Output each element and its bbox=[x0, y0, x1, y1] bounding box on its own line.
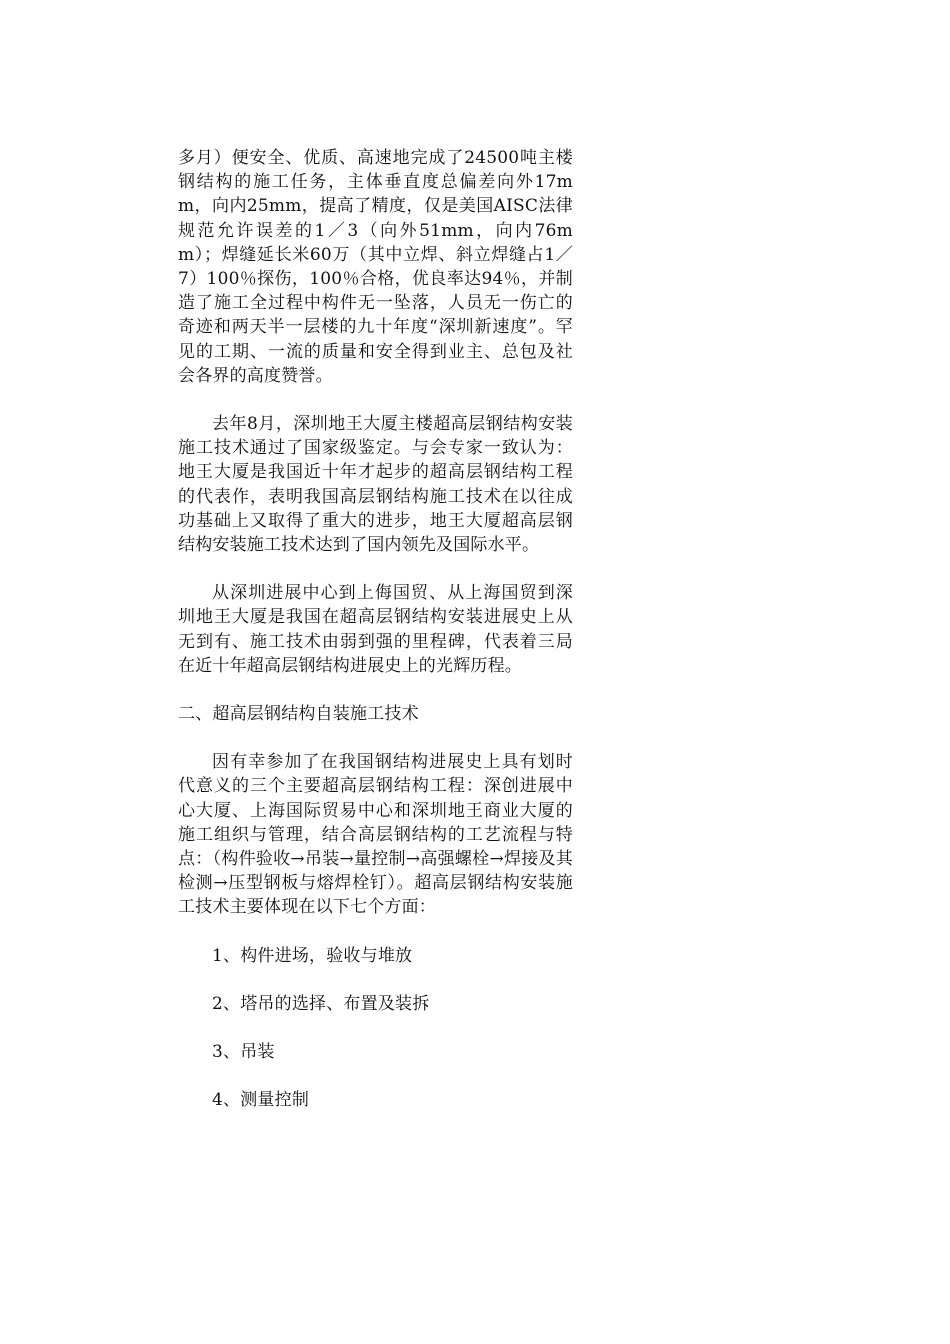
paragraph-construction-technology: 因有幸参加了在我国钢结构进展史上具有划时代意义的三个主要超高层钢结构工程：深创进展中心大厦、上海国际贸易中心和深圳地王商业大厦的施工组织与管理，结合高层钢结构的工艺流程与特点：（构件验收→吊装→量控制→高强螺栓→焊接及其检测→压型钢板与熔焊栓钉）。超高层钢结构安装施工技术主要体现在以下七个方面： bbox=[178, 752, 573, 918]
paragraph-national-appraisal: 去年8月，深圳地王大厦主楼超高层钢结构安装施工技术通过了国家级鉴定。与会专家一致认为：地王大厦是我国近十年才起步的超高层钢结构工程的代表作，表明我国高层钢结构施工技术在以往成功基础上又取得了重大的进步，地王大厦超高层钢结构安装施工技术达到了国内领先及国际水平。 bbox=[178, 414, 573, 556]
list-item: 3、吊装 bbox=[212, 1042, 275, 1063]
paragraph-steel-structure-results: 多月）便安全、优质、高速地完成了24500吨主楼钢结构的施工任务，主体垂直度总偏差向外17mm，向内25mm，提高了精度，仅是美国AISC法律规范允许误差的1／3（向外51mm，向内76mm）；焊缝延长米60万（其中立焊、斜立焊缝占1／7）100％探伤，100％合格，优良率达94％，并制造了施工全过程中构件无一坠落，人员无一伤亡的奇迹和两天半一层楼的九十年度“深圳新速度”。罕见的工期、一流的质量和安全得到业主、总包及社会各界的高度赞誉。 bbox=[178, 148, 573, 386]
list-item: 2、塔吊的选择、布置及装拆 bbox=[212, 993, 430, 1014]
list-item: 4、测量控制 bbox=[212, 1090, 310, 1111]
document-page bbox=[178, 146, 573, 1137]
section-heading: 二、超高层钢结构自装施工技术 bbox=[178, 704, 419, 725]
paragraph-milestone: 从深圳进展中心到上侮国贸、从上海国贸到深圳地王大厦是我国在超高层钢结构安装进展史上从无到有、施工技术由弱到强的里程碑，代表着三局在近十年超高层钢结构进展史上的光辉历程。 bbox=[178, 583, 573, 676]
list-item: 1、构件进场，验收与堆放 bbox=[212, 945, 413, 966]
